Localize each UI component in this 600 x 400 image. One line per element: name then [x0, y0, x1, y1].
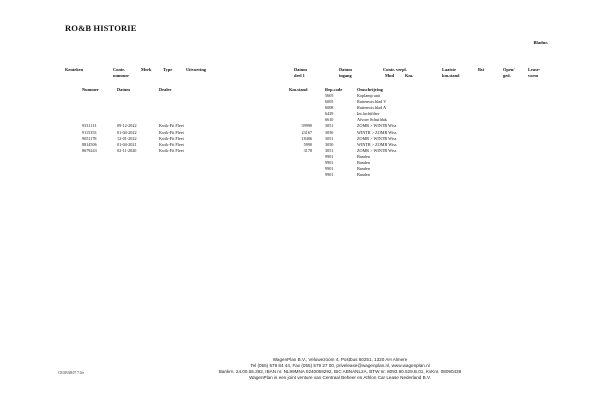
table-cell-omschr: Banden	[357, 159, 370, 165]
header-bst: Bst	[478, 67, 485, 72]
table-cell-omschr: Ruitenwis.blad A	[357, 105, 387, 111]
header-laatste-kmstand: Laatste km.stand	[442, 67, 460, 78]
table-cell-omschr: WINTR > ZOMR Wiss	[357, 141, 397, 147]
subheader-kmstand: Km.stand	[289, 87, 308, 92]
table-cell-nummer: 9115353	[82, 129, 97, 135]
subheader-omschrijving: Omschrijving	[357, 87, 383, 92]
table-cell-omschr: WINTR > ZOMR Wiss	[357, 129, 397, 135]
header-contr-verpl: Contr. verpl.	[383, 67, 407, 72]
table-cell-datum: 01-04-2021	[117, 141, 137, 147]
header-type: Type	[163, 67, 173, 72]
table-cell-datum: 02-11-2020	[117, 147, 137, 153]
document-code: CEOBAR07 7.0/e	[58, 371, 85, 375]
header-uitvoering: Uitvoering	[186, 67, 206, 72]
table-cell-nummer: 8814506	[82, 141, 97, 147]
footer-line-bank: Bankrn. 24.00.55.292, IBAN nr. NL99MNA 0240059292, BIC ABNANL2A, BTW nr. 8093.90.529.B.01, KvKnr. 08090438	[218, 369, 462, 374]
header-datum-ingang: Datum ingang	[339, 67, 352, 78]
table-cell-omschr: Ruitenwis.blad V	[357, 99, 387, 105]
footer-line-contact: Tel (055) 579 84 44, Fax (055) 579 27 00, privelease@wagenplan.nl, www.wagenplan.nl	[250, 363, 430, 368]
table-cell-nummer: 9331113	[82, 123, 97, 129]
table-cell-omschr: ZOMR > WINTR Wiss	[357, 135, 397, 141]
table-cell-km: 5990	[303, 141, 312, 147]
header-open-ged: Open/ ged.	[503, 67, 515, 78]
table-cell-omschr: ZOMR > WINTR Wiss	[357, 123, 397, 129]
table-cell-code: 9901	[325, 153, 334, 159]
header-merk: Merk	[141, 67, 152, 72]
table-cell-omschr: Int.luchtfilter	[357, 111, 380, 117]
subheader-nummer: Nummer	[82, 87, 99, 92]
table-cell-nummer: 9051178	[82, 135, 97, 141]
table-cell-km: 3178	[303, 147, 312, 153]
table-cell-omschr: Koplamp unit	[357, 93, 381, 99]
footer-line-address: WagenPlan B.V., Veluwezoom 4, Postbus 60251, 1320 AH Almere	[272, 357, 408, 362]
table-cell-code: 6429	[325, 111, 334, 117]
table-cell-km: 23167	[301, 129, 312, 135]
table-cell-dealer: Kwik-Fit Fleet	[159, 135, 184, 141]
table-cell-datum: 09-12-2022	[117, 123, 137, 129]
table-cell-dealer: Kwik-Fit Fleet	[159, 123, 184, 129]
table-cell-code: 3051	[325, 123, 334, 129]
table-cell-km: 18406	[301, 135, 312, 141]
header-contr-nummer: Contr. nummer	[113, 67, 130, 78]
table-cell-code: 5605	[325, 93, 334, 99]
table-cell-omschr: ZOMR > WINTR Wiss	[357, 147, 397, 153]
header-mnd: Mnd	[385, 72, 395, 78]
table-cell-code: 9901	[325, 165, 334, 171]
table-cell-code: 9901	[325, 159, 334, 165]
table-cell-dealer: Kwik-Fit Fleet	[159, 141, 184, 147]
table-cell-code: 6610	[325, 117, 334, 123]
header-datum-deel1: Datum deel 1	[294, 67, 307, 78]
table-cell-code: 3051	[325, 135, 334, 141]
footer-address	[200, 357, 480, 381]
table-cell-datum: 12-01-2022	[117, 135, 137, 141]
table-cell-km: 39990	[301, 123, 312, 129]
table-cell-omschr: Banden	[357, 165, 370, 171]
table-cell-nummer: 8679243	[82, 147, 97, 153]
table-cell-omschr: Banden	[357, 153, 370, 159]
table-cell-datum: 01-04-2022	[117, 129, 137, 135]
subheader-repcode: Rep.code	[325, 87, 343, 92]
table-cell-code: 3051	[325, 147, 334, 153]
table-cell-code: 6008	[325, 105, 334, 111]
header-km: Km.	[405, 72, 414, 78]
table-cell-omschr: Afvoer Schuifdak	[357, 117, 387, 123]
document-title: RO&B HISTORIE	[65, 23, 137, 33]
table-cell-code: 6005	[325, 99, 334, 105]
table-cell-dealer: Kwik-Fit Fleet	[159, 129, 184, 135]
table-cell-omschr: Banden	[357, 171, 370, 177]
table-cell-code: 3050	[325, 141, 334, 147]
table-cell-code: 3050	[325, 129, 334, 135]
footer-line-venture: WagenPlan is een joint venture van Centraal Beheer en Athlon Car Lease Nederland B.V.	[249, 375, 431, 380]
subheader-datum: Datum	[117, 87, 130, 92]
header-lease-vorm: Lease- vorm	[528, 67, 541, 78]
table-cell-dealer: Kwik-Fit Fleet	[159, 147, 184, 153]
subheader-dealer: Dealer	[159, 87, 172, 92]
table-cell-code: 9901	[325, 171, 334, 177]
page-number-label: Bladnr.	[533, 40, 548, 45]
header-kenteken: Kenteken	[65, 67, 84, 72]
